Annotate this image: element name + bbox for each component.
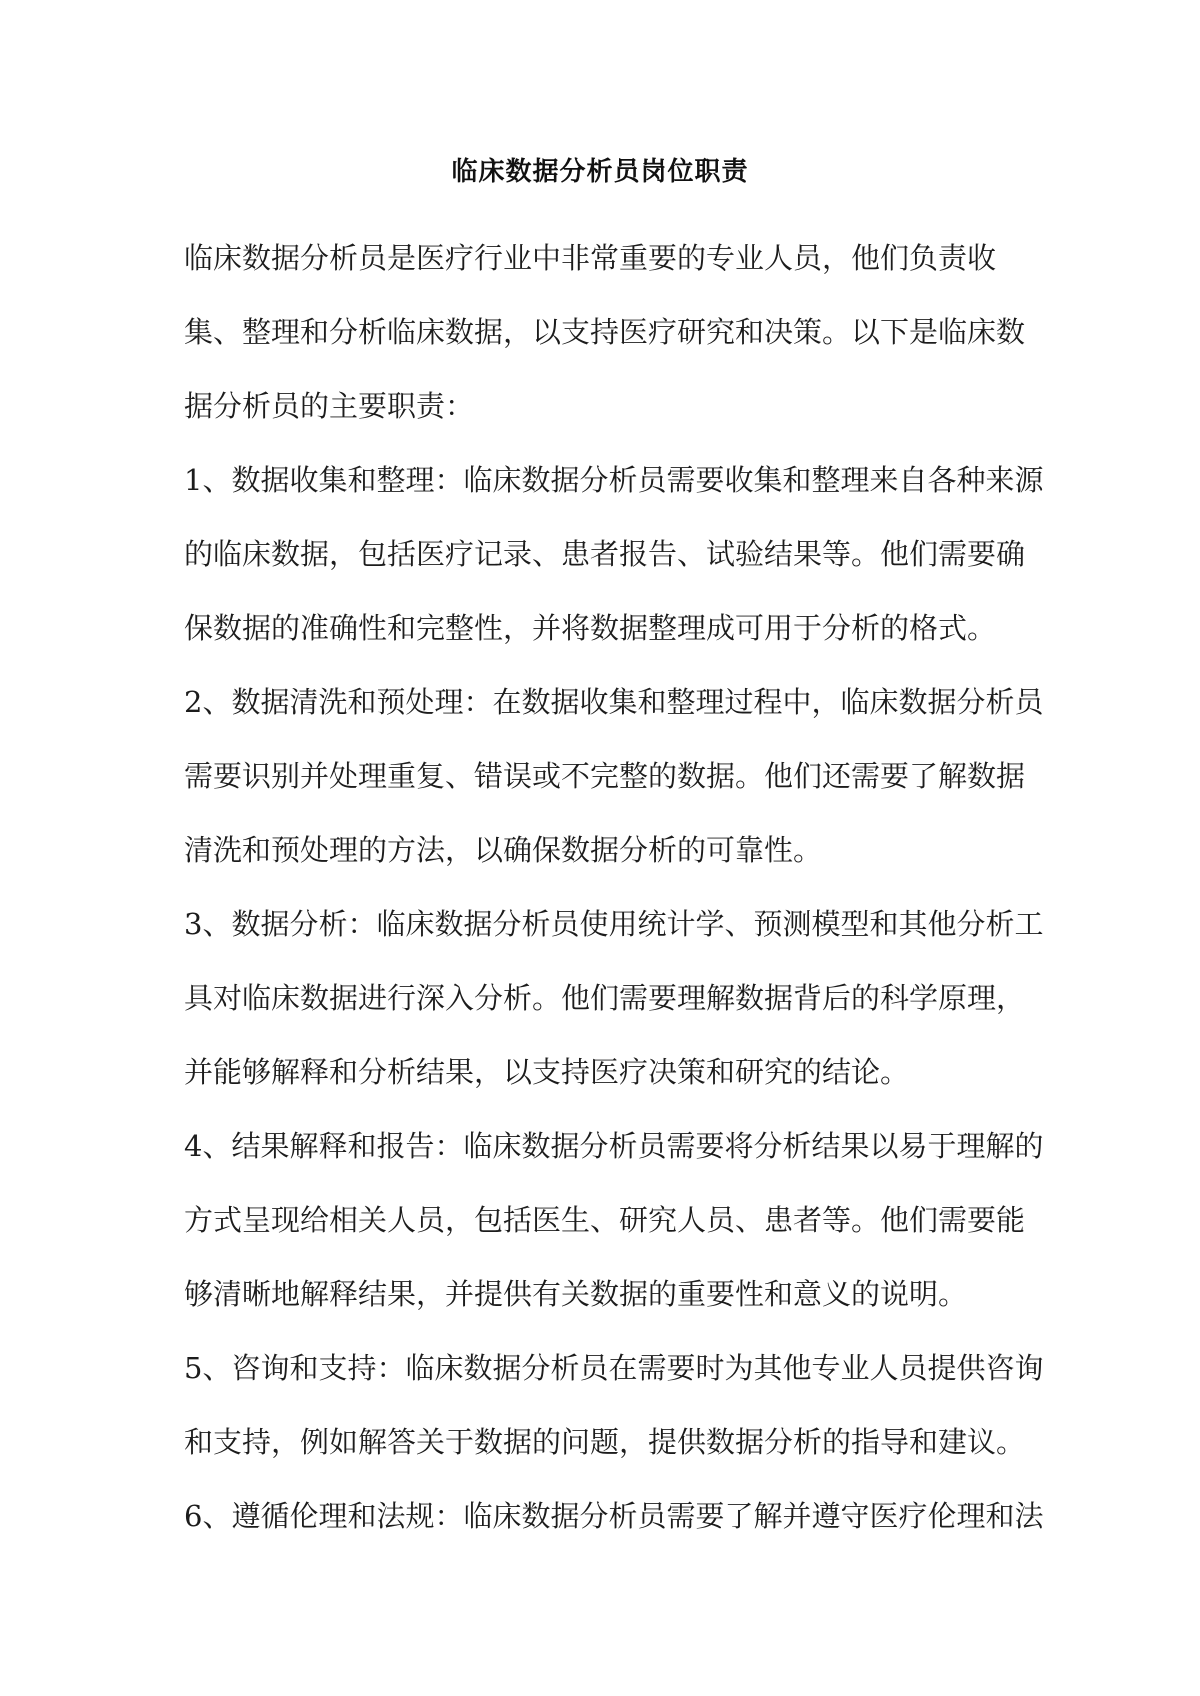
body-line: 和支持，例如解答关于数据的问题，提供数据分析的指导和建议。 <box>184 1425 1026 1459</box>
body-line: 具对临床数据进行深入分析。他们需要理解数据背后的科学原理， <box>184 981 1026 1015</box>
document-body <box>184 240 1044 1572</box>
body-line: 6、遵循伦理和法规：临床数据分析员需要了解并遵守医疗伦理和法 <box>184 1499 1044 1533</box>
body-line: 需要识别并处理重复、错误或不完整的数据。他们还需要了解数据 <box>184 759 1026 793</box>
body-line: 4、结果解释和报告：临床数据分析员需要将分析结果以易于理解的 <box>184 1129 1044 1163</box>
body-line: 够清晰地解释结果，并提供有关数据的重要性和意义的说明。 <box>184 1277 968 1311</box>
body-line: 方式呈现给相关人员，包括医生、研究人员、患者等。他们需要能 <box>184 1203 1026 1237</box>
body-line: 的临床数据，包括医疗记录、患者报告、试验结果等。他们需要确 <box>184 537 1026 571</box>
body-line: 并能够解释和分析结果，以支持医疗决策和研究的结论。 <box>184 1055 910 1089</box>
body-line: 清洗和预处理的方法，以确保数据分析的可靠性。 <box>184 833 823 867</box>
body-line: 3、数据分析：临床数据分析员使用统计学、预测模型和其他分析工 <box>184 907 1044 941</box>
body-line: 保数据的准确性和完整性，并将数据整理成可用于分析的格式。 <box>184 611 997 645</box>
body-line: 2、数据清洗和预处理：在数据收集和整理过程中，临床数据分析员 <box>184 685 1044 719</box>
body-line: 据分析员的主要职责： <box>184 389 475 423</box>
body-line: 5、咨询和支持：临床数据分析员在需要时为其他专业人员提供咨询 <box>184 1351 1044 1385</box>
body-line: 1、数据收集和整理：临床数据分析员需要收集和整理来自各种来源 <box>184 463 1044 497</box>
body-line: 集、整理和分析临床数据，以支持医疗研究和决策。以下是临床数 <box>184 315 1026 349</box>
document-title: 临床数据分析员岗位职责 <box>451 157 749 187</box>
body-line: 临床数据分析员是医疗行业中非常重要的专业人员，他们负责收 <box>184 241 997 275</box>
